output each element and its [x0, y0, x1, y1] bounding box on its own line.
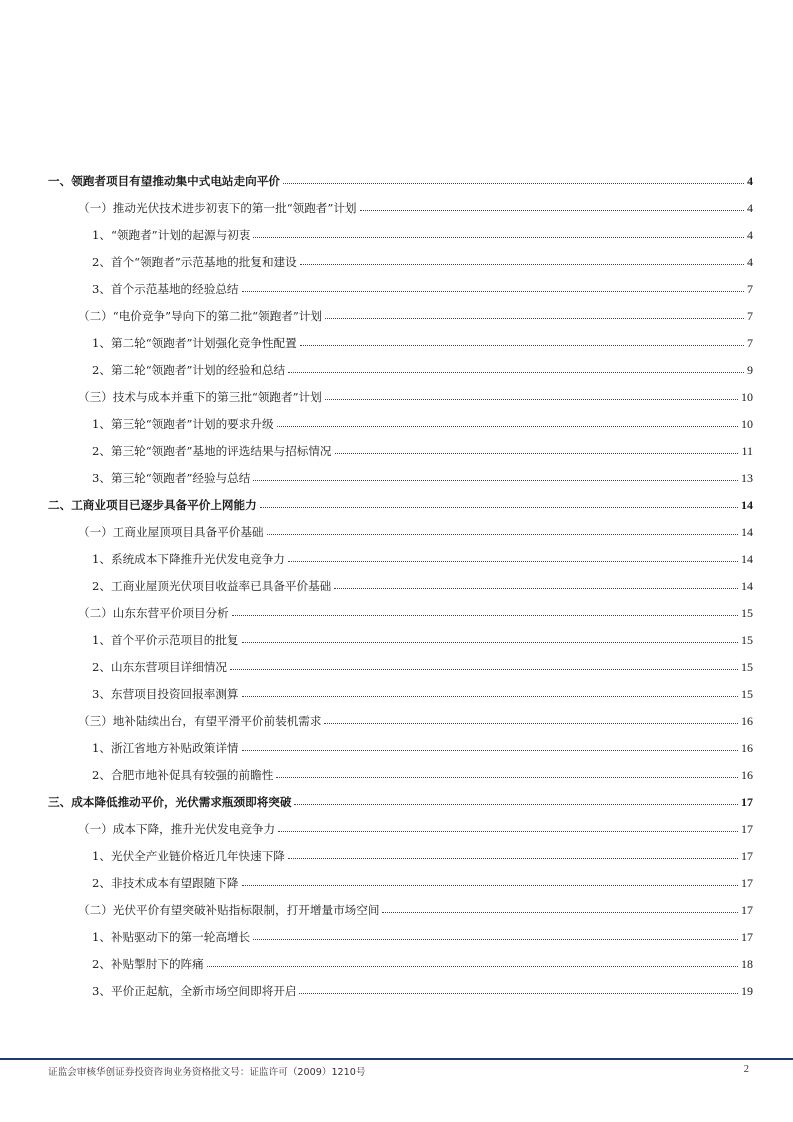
toc-entry-title: 3、东营项目投资回报率测算 [92, 687, 239, 701]
toc-entry-page: 10 [741, 417, 753, 431]
toc-entry-title: （三）地补陆续出台，有望平滑平价前装机需求 [78, 714, 322, 728]
toc-entry-title: 2、山东东营项目详细情况 [92, 660, 227, 674]
toc-entry-page: 14 [741, 552, 753, 566]
footer-license-text: 证监会审核华创证券投资咨询业务资格批文号：证监许可（2009）1210号 [48, 1067, 366, 1078]
dot-leader [242, 884, 738, 886]
dot-leader [278, 830, 738, 832]
toc-entry-title: 1、第三轮“领跑者”计划的要求升级 [92, 417, 274, 431]
toc-entry-level3[interactable] [48, 951, 753, 978]
toc-entry-page: 15 [741, 606, 753, 620]
toc-entry-level3[interactable] [48, 330, 753, 357]
dot-leader [232, 614, 738, 616]
dot-leader [288, 857, 738, 859]
toc-entry-title: 3、首个示范基地的经验总结 [92, 282, 239, 296]
toc-entry-level2[interactable] [48, 708, 753, 735]
toc-entry-page: 4 [747, 201, 753, 215]
toc-entry-page: 16 [741, 768, 753, 782]
toc-entry-title: 1、第二轮“领跑者”计划强化竞争性配置 [92, 336, 297, 350]
toc-entry-page: 18 [741, 957, 753, 971]
toc-entry-level3[interactable] [48, 762, 753, 789]
toc-entry-title: 1、光伏全产业链价格近几年快速下降 [92, 849, 285, 863]
toc-entry-page: 17 [741, 795, 753, 809]
dot-leader [299, 992, 738, 994]
toc-entry-level3[interactable] [48, 546, 753, 573]
toc-entry-level1[interactable] [48, 789, 753, 816]
toc-entry-page: 17 [741, 903, 753, 917]
toc-entry-level3[interactable] [48, 438, 753, 465]
toc-entry-level3[interactable] [48, 735, 753, 762]
dot-leader [260, 506, 738, 508]
toc-entry-page: 13 [741, 471, 753, 485]
dot-leader [242, 641, 738, 643]
dot-leader [253, 479, 738, 481]
toc-entry-title: （二）光伏平价有望突破补贴指标限制，打开增量市场空间 [78, 903, 380, 917]
toc-entry-page: 14 [741, 498, 753, 512]
dot-leader [324, 722, 738, 724]
toc-entry-title: （三）技术与成本并重下的第三批“领跑者”计划 [78, 390, 322, 404]
toc-entry-level3[interactable] [48, 249, 753, 276]
toc-entry-level2[interactable] [48, 519, 753, 546]
toc-entry-title: 2、补贴掣肘下的阵痛 [92, 957, 204, 971]
toc-entry-level3[interactable] [48, 276, 753, 303]
dot-leader [325, 398, 738, 400]
toc-entry-page: 10 [741, 390, 753, 404]
toc-entry-title: （二）山东东营平价项目分析 [78, 606, 229, 620]
table-of-contents [48, 168, 753, 1005]
toc-entry-page: 15 [741, 633, 753, 647]
toc-entry-title: 2、非技术成本有望跟随下降 [92, 876, 239, 890]
toc-entry-level2[interactable] [48, 195, 753, 222]
toc-entry-title: （一）成本下降，推升光伏发电竞争力 [78, 822, 276, 836]
toc-entry-level2[interactable] [48, 384, 753, 411]
toc-entry-level3[interactable] [48, 870, 753, 897]
toc-entry-page: 7 [747, 336, 753, 350]
toc-entry-level2[interactable] [48, 303, 753, 330]
toc-entry-page: 15 [741, 660, 753, 674]
dot-leader [242, 290, 744, 292]
page-number: 2 [743, 1064, 749, 1075]
dot-leader [277, 425, 738, 427]
dot-leader [334, 587, 738, 589]
toc-entry-page: 17 [741, 876, 753, 890]
dot-leader [300, 344, 744, 346]
toc-entry-title: 一、领跑者项目有望推动集中式电站走向平价 [48, 174, 280, 188]
toc-entry-page: 16 [741, 741, 753, 755]
toc-entry-level3[interactable] [48, 654, 753, 681]
toc-entry-level3[interactable] [48, 627, 753, 654]
toc-entry-title: （一）推动光伏技术进步初衷下的第一批“领跑者”计划 [78, 201, 357, 215]
dot-leader [242, 749, 738, 751]
dot-leader [300, 263, 744, 265]
toc-entry-level3[interactable] [48, 411, 753, 438]
toc-entry-title: 2、工商业屋顶光伏项目收益率已具备平价基础 [92, 579, 332, 593]
toc-entry-page: 7 [747, 309, 753, 323]
toc-entry-title: 三、成本降低推动平价，光伏需求瓶颈即将突破 [48, 795, 292, 809]
toc-entry-level2[interactable] [48, 897, 753, 924]
toc-entry-page: 4 [747, 174, 753, 188]
dot-leader [207, 965, 738, 967]
toc-entry-title: 3、第三轮“领跑者”经验与总结 [92, 471, 251, 485]
toc-entry-page: 9 [747, 363, 753, 377]
toc-entry-title: 1、首个平价示范项目的批复 [92, 633, 239, 647]
toc-entry-level1[interactable] [48, 168, 753, 195]
toc-entry-level1[interactable] [48, 492, 753, 519]
toc-entry-level3[interactable] [48, 573, 753, 600]
toc-entry-title: （一）工商业屋顶项目具备平价基础 [78, 525, 264, 539]
toc-entry-level2[interactable] [48, 816, 753, 843]
toc-entry-page: 16 [741, 714, 753, 728]
toc-entry-title: 1、“领跑者”计划的起源与初衷 [92, 228, 251, 242]
dot-leader [253, 236, 744, 238]
toc-entry-page: 11 [741, 444, 753, 458]
toc-entry-page: 15 [741, 687, 753, 701]
dot-leader [288, 560, 738, 562]
dot-leader [276, 776, 738, 778]
toc-entry-page: 4 [747, 255, 753, 269]
toc-entry-title: 2、第二轮“领跑者”计划的经验和总结 [92, 363, 286, 377]
toc-entry-level3[interactable] [48, 681, 753, 708]
dot-leader [253, 938, 738, 940]
toc-entry-title: 3、平价正起航，全新市场空间即将开启 [92, 984, 297, 998]
toc-entry-page: 17 [741, 822, 753, 836]
dot-leader [230, 668, 738, 670]
toc-entry-level3[interactable] [48, 357, 753, 384]
toc-entry-page: 14 [741, 579, 753, 593]
dot-leader [283, 182, 744, 184]
toc-entry-title: 1、补贴驱动下的第一轮高增长 [92, 930, 251, 944]
dot-leader [242, 695, 738, 697]
toc-entry-page: 19 [741, 984, 753, 998]
toc-entry-title: 2、首个“领跑者”示范基地的批复和建设 [92, 255, 297, 269]
toc-entry-page: 14 [741, 525, 753, 539]
dot-leader [360, 209, 744, 211]
toc-entry-title: 二、工商业项目已逐步具备平价上网能力 [48, 498, 257, 512]
toc-entry-title: 2、第三轮“领跑者”基地的评选结果与招标情况 [92, 444, 332, 458]
toc-entry-page: 4 [747, 228, 753, 242]
dot-leader [267, 533, 738, 535]
toc-entry-level3[interactable] [48, 465, 753, 492]
toc-entry-page: 17 [741, 930, 753, 944]
dot-leader [294, 803, 738, 805]
toc-entry-page: 17 [741, 849, 753, 863]
toc-entry-level3[interactable] [48, 924, 753, 951]
dot-leader [335, 452, 739, 454]
footer-divider [0, 1058, 793, 1060]
dot-leader [325, 317, 744, 319]
toc-entry-level2[interactable] [48, 600, 753, 627]
toc-entry-title: （二）“电价竞争”导向下的第二批“领跑者”计划 [78, 309, 322, 323]
dot-leader [288, 371, 744, 373]
toc-entry-title: 1、浙江省地方补贴政策详情 [92, 741, 239, 755]
toc-entry-level3[interactable] [48, 222, 753, 249]
toc-entry-level3[interactable] [48, 843, 753, 870]
toc-entry-page: 7 [747, 282, 753, 296]
toc-entry-level3[interactable] [48, 978, 753, 1005]
toc-entry-title: 1、系统成本下降推升光伏发电竞争力 [92, 552, 285, 566]
dot-leader [382, 911, 738, 913]
toc-entry-title: 2、合肥市地补促具有较强的前瞻性 [92, 768, 274, 782]
